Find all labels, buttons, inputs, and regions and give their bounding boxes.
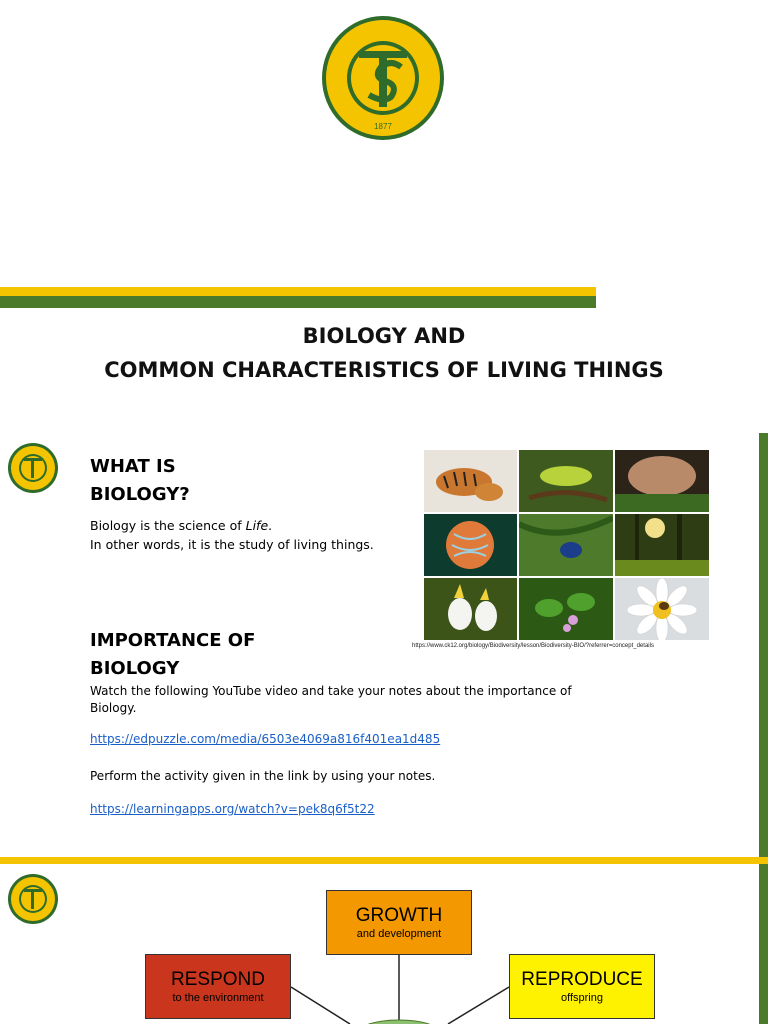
- header-stripe-green: [0, 296, 596, 308]
- importance-heading: [90, 627, 255, 683]
- respond-title: RESPOND: [171, 969, 265, 990]
- slide-logo: [7, 442, 59, 494]
- chameleon-image: [519, 450, 613, 512]
- discus-fish-image: [424, 514, 517, 576]
- heading-line: BIOLOGY?: [90, 484, 190, 505]
- growth-subtitle: and development: [356, 928, 442, 940]
- heading-line: WHAT IS: [90, 456, 176, 477]
- heading-line: IMPORTANCE OF: [90, 630, 256, 651]
- header-stripe-yellow: [0, 287, 596, 296]
- slide-logo: [7, 873, 59, 925]
- cockatoo-image: [424, 578, 517, 640]
- respond-subtitle: to the environment: [172, 992, 264, 1004]
- coral-fungus-image: [615, 450, 709, 512]
- definition-line-2: In other words, it is the study of living things.: [90, 537, 374, 552]
- reproduce-subtitle: offspring: [561, 992, 603, 1004]
- slide-side-bar: [759, 433, 768, 1024]
- growth-title: GROWTH: [355, 905, 443, 926]
- page-title-line2: COMMON CHARACTERISTICS OF LIVING THINGS: [104, 358, 664, 382]
- what-is-biology-text: [90, 516, 374, 554]
- definition-prefix: Biology is the science of: [90, 518, 246, 533]
- section-stripe-yellow: [0, 857, 768, 864]
- page-title-line1: BIOLOGY AND: [302, 324, 466, 348]
- tiger-image: [424, 450, 517, 512]
- mimosa-image: [519, 578, 613, 640]
- daisy-bee-image: [615, 578, 709, 640]
- learningapps-link[interactable]: https://learningapps.org/watch?v=pek8q6f5t22: [90, 802, 375, 816]
- watch-instruction: Watch the following YouTube video and take your notes about the importance of Biology.: [90, 684, 572, 715]
- respond-box: [145, 954, 291, 1019]
- perform-instruction: Perform the activity given in the link by using your notes.: [90, 769, 436, 783]
- biodiversity-collage: [424, 450, 707, 642]
- definition-suffix: .: [268, 518, 273, 533]
- logo-year: 1877: [374, 122, 392, 131]
- image-credit: https://www.ck12.org/biology/Biodiversity/lesson/Biodiversity-BIO/?referrer=concept_details: [412, 643, 654, 649]
- reproduce-title: REPRODUCE: [521, 969, 643, 990]
- forest-image: [615, 514, 709, 576]
- definition-line: [90, 516, 374, 535]
- school-logo: [321, 15, 445, 141]
- definition-italic: Life: [245, 518, 269, 533]
- what-is-biology-heading: [90, 453, 190, 509]
- growth-box: [326, 890, 472, 955]
- beetle-image: [519, 514, 613, 576]
- reproduce-box: [509, 954, 655, 1019]
- heading-line: BIOLOGY: [90, 658, 180, 679]
- edpuzzle-link[interactable]: https://edpuzzle.com/media/6503e4069a816f401ea1d485: [90, 732, 441, 746]
